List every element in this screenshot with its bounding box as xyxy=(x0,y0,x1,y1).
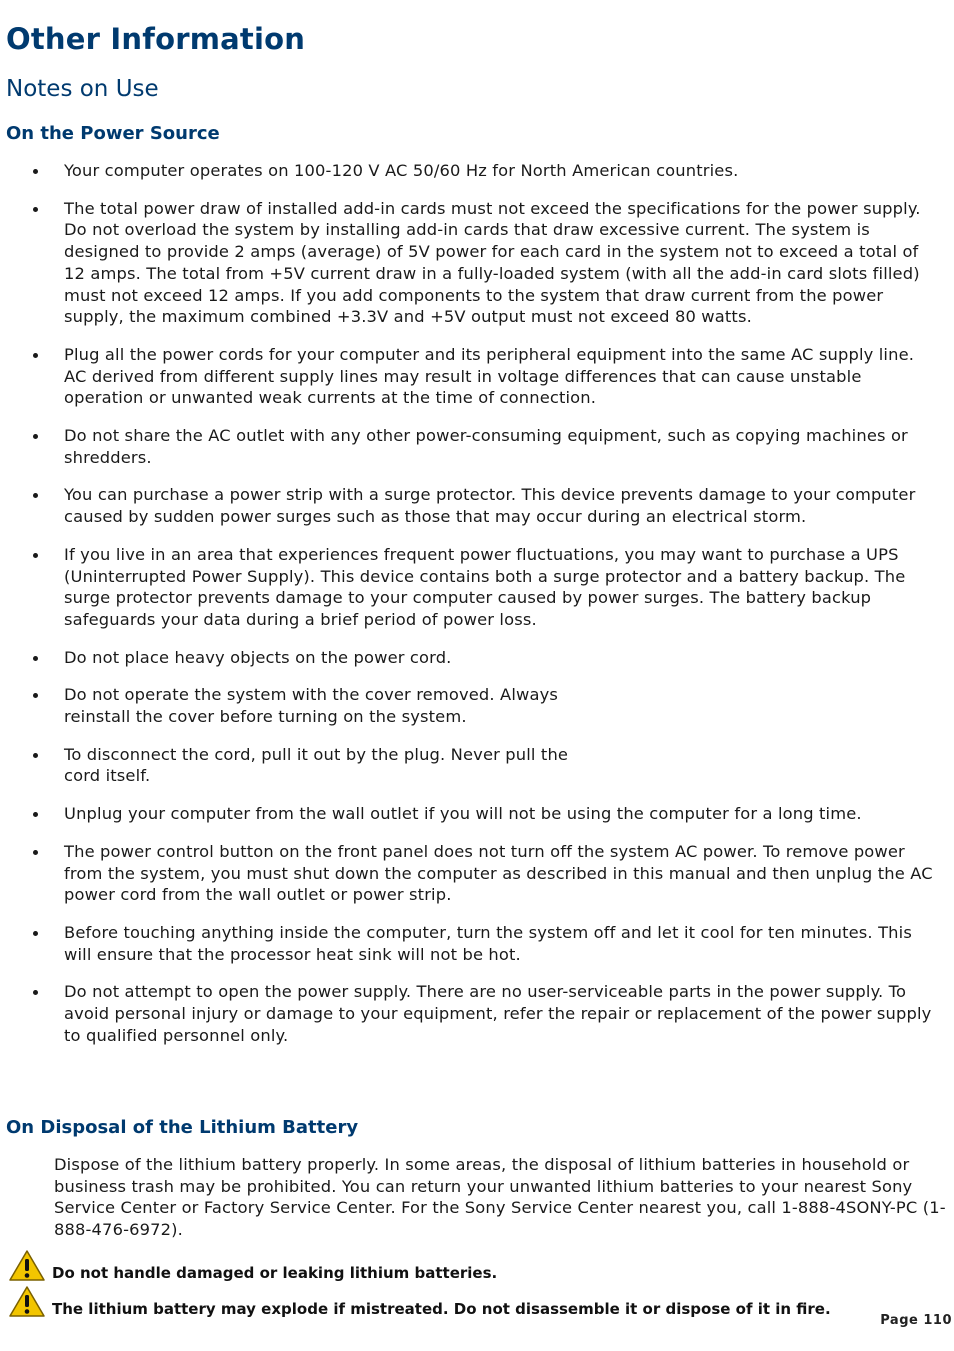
list-item xyxy=(0,160,954,182)
list-item-text: To disconnect the cord, pull it out by the plug. Never pull the cord itself. xyxy=(64,744,569,786)
list-item xyxy=(0,744,954,787)
list-item xyxy=(0,922,954,965)
list-item-text: Before touching anything inside the computer, turn the system off and let it cool for ten minutes. This will ensure that the processor heat sink will not be hot. xyxy=(64,922,912,964)
list-item xyxy=(0,344,954,409)
warning-note xyxy=(8,1285,908,1319)
power-source-heading: On the Power Source xyxy=(6,123,220,144)
lithium-battery-heading: On Disposal of the Lithium Battery xyxy=(6,1117,359,1138)
list-item-text: Do not place heavy objects on the power cord. xyxy=(64,647,452,667)
list-item-text: If you live in an area that experiences frequent power fluctuations, you may want to purchase a UPS (Uninterrupted Power Supply). This device contains both a surge protector and a battery backup. The surge protector prevents damage to your computer caused by power surges. The battery backup safeguards your data during a brief period of power loss. xyxy=(64,544,906,629)
bullet-dot-icon xyxy=(33,553,38,558)
list-item-text: Your computer operates on 100-120 V AC 50/60 Hz for North American countries. xyxy=(64,161,739,180)
bullet-dot-icon xyxy=(33,931,38,936)
list-item-text: Do not operate the system with the cover removed. Always reinstall the cover before turning on the system. xyxy=(64,685,559,727)
warning-triangle-icon xyxy=(8,1249,46,1282)
bullet-dot-icon xyxy=(33,693,38,698)
bullet-dot-icon xyxy=(33,169,38,174)
bullet-dot-icon xyxy=(33,656,38,661)
warning-note xyxy=(8,1249,908,1283)
list-item-text: Do not attempt to open the power supply. There are no user-serviceable parts in the power supply. To avoid personal injury or damage to your equipment, refer the repair or replacement of the power supply to qualified personnel only. xyxy=(64,982,932,1045)
warning-text: Do not handle damaged or leaking lithium batteries. xyxy=(52,1264,498,1282)
warning-text: The lithium battery may explode if mistreated. Do not disassemble it or dispose of it in fire. xyxy=(52,1300,831,1318)
list-item-text: Do not share the AC outlet with any other power-consuming equipment, such as copying machines or shredders. xyxy=(64,426,908,467)
list-item-text: The power control button on the front panel does not turn off the system AC power. To remove power from the system, you must shut down the computer as described in this manual and then unplug the AC power cord from the wall outlet or power strip. xyxy=(64,841,933,905)
list-item-text: You can purchase a power strip with a surge protector. This device prevents damage to your computer caused by sudden power surges such as those that may occur during an electrical storm. xyxy=(64,485,916,527)
bullet-dot-icon xyxy=(33,753,38,758)
page-subtitle: Notes on Use xyxy=(6,76,159,102)
page-title: Other Information xyxy=(6,22,306,56)
list-item xyxy=(0,544,954,631)
list-item-text: The total power draw of installed add-in cards must not exceed the specifications for the power supply. Do not overload the system by installing add-in cards that draw excessive current. The system is designed to provide 2 amps (average) of 5V power for each card in the system not to exceed a total of 12 amps. The total from +5V current draw in a fully-loaded system (with all the add-in card slots filled) must not exceed 12 amps. If you add components to the system that draw current from the power supply, the maximum combined +3.3V and +5V output must not exceed 80 watts. xyxy=(64,198,921,327)
bullet-dot-icon xyxy=(33,493,38,498)
list-item xyxy=(0,647,954,669)
list-item-text: Plug all the power cords for your computer and its peripheral equipment into the same AC supply line. AC derived from different supply lines may result in voltage differences that can cause unstable operation or unwanted weak currents at the time of connection. xyxy=(64,344,915,408)
bullet-dot-icon xyxy=(33,353,38,358)
bullet-dot-icon xyxy=(33,850,38,855)
list-item-text: Unplug your computer from the wall outlet if you will not be using the computer for a long time. xyxy=(64,804,862,824)
warning-triangle-icon xyxy=(8,1285,46,1318)
bullet-dot-icon xyxy=(33,434,38,439)
list-item xyxy=(0,198,954,328)
list-item xyxy=(0,684,954,727)
list-item xyxy=(0,803,954,825)
bullet-dot-icon xyxy=(33,812,38,817)
bullet-dot-icon xyxy=(33,207,38,212)
list-item xyxy=(0,841,954,906)
list-item xyxy=(0,981,954,1046)
bullet-dot-icon xyxy=(33,990,38,995)
list-item xyxy=(0,425,954,468)
page-number: Page 110 xyxy=(880,1313,952,1328)
power-source-list xyxy=(0,160,954,1063)
list-item xyxy=(0,484,954,527)
lithium-battery-paragraph: Dispose of the lithium battery properly. In some areas, the disposal of lithium batteries in household or business trash may be prohibited. You can return your unwanted lithium batteries to your nearest Sony Service Center or Factory Service Center. For the Sony Service Center nearest you, call 1-888-4SONY-PC (1-888-476-6972). xyxy=(54,1155,946,1240)
